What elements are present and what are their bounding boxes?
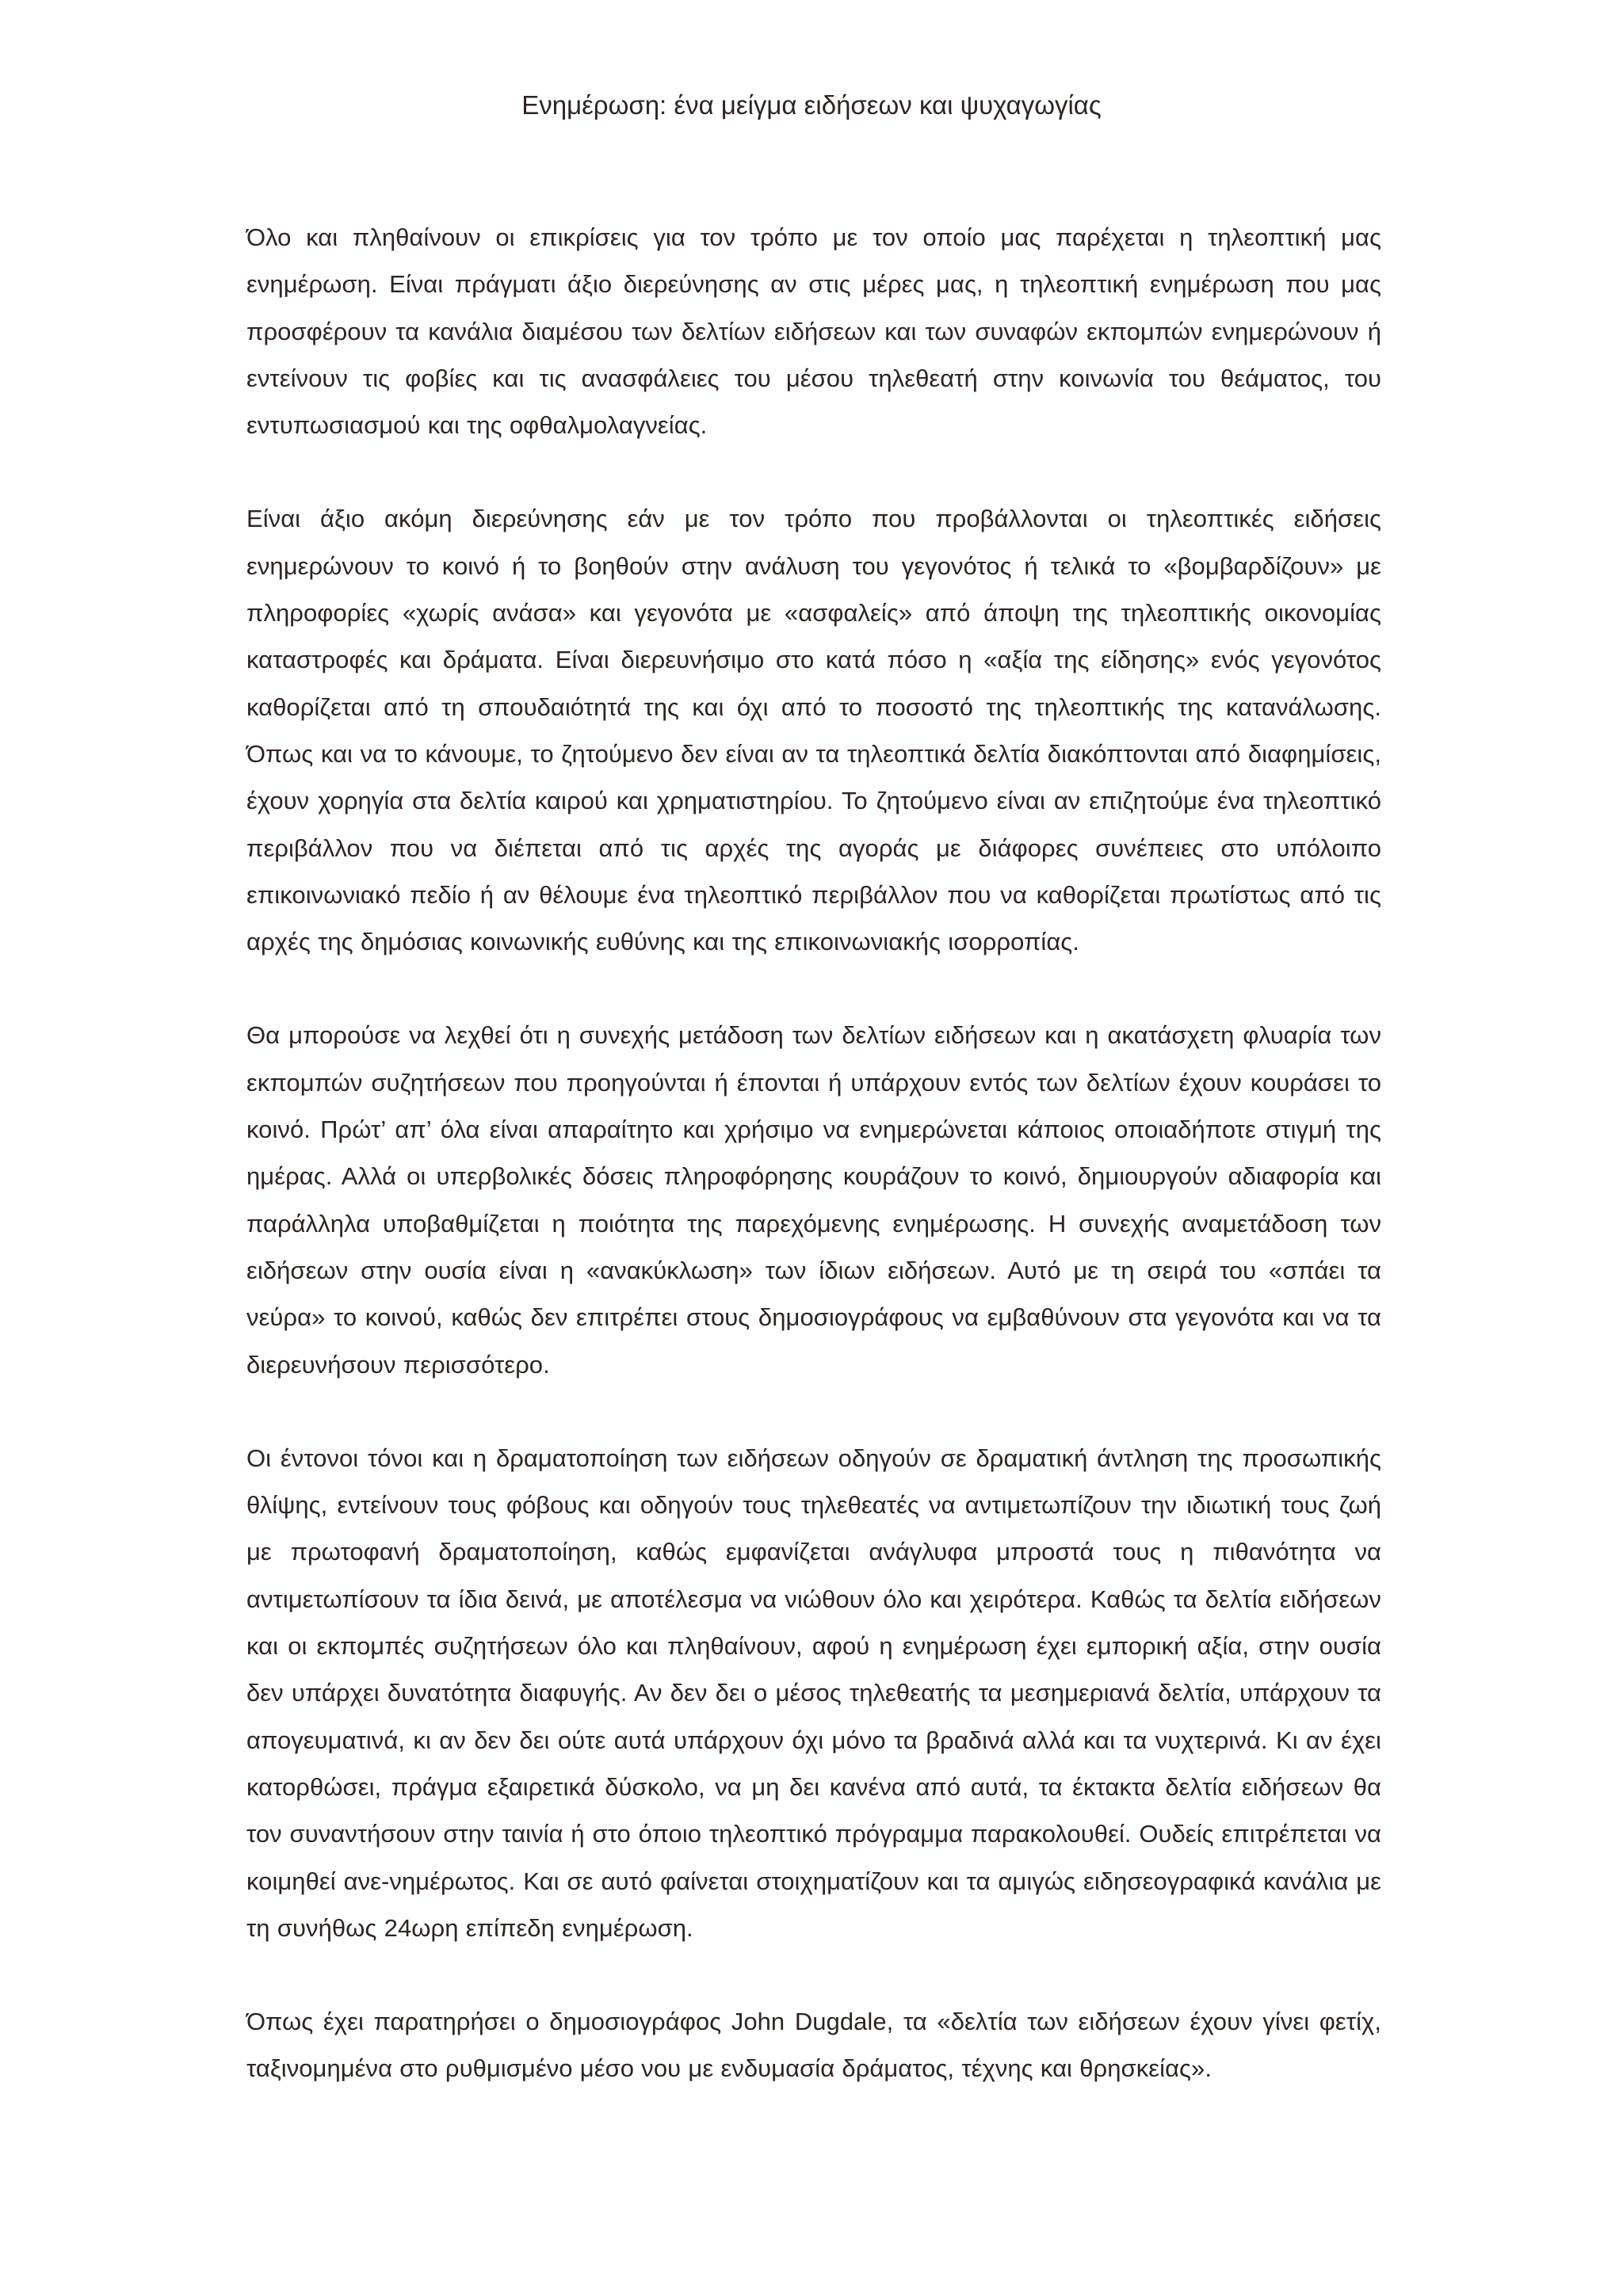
document-title: Ενημέρωση: ένα μείγμα ειδήσεων και ψυχαγωγίας [521, 90, 1102, 120]
paragraph-5: Όπως έχει παρατηρήσει ο δημοσιογράφος John Dugdale, τα «δελτία των ειδήσεων έχουν γίνει φετίχ, ταξινομημένα στο ρυθμισμένο μέσο νου με ενδυμασία δράματος, τέχνης και θρησκείας». [246, 2008, 1381, 2083]
paragraph-2: Είναι άξιο ακόμη διερεύνησης εάν με τον τρόπο που προβάλλονται οι τηλεοπτικές ειδήσεις ενημερώνουν το κοινό ή το βοηθούν στην ανάλυση του γεγονότος ή τελικά το «βομβαρδίζουν» με πληροφορίες «χωρίς ανάσα» και γεγονότα με «ασφαλείς» από άποψη της τηλεοπτικής οικονομίας καταστροφές και δράματα. Είναι διερευνήσιμο στο κατά πόσο η «αξία της είδησης» ενός γεγονότος καθορίζεται από τη σπουδαιότητά της και όχι από το ποσοστό της τηλεοπτικής της κατανάλωσης. Όπως και να το κάνουμε, το ζητούμενο δεν είναι αν τα τηλεοπτικά δελτία διακόπτονται από διαφημίσεις, έχουν χορηγία στα δελτία καιρού και χρηματιστηρίου. Το ζητούμενο είναι αν επιζητούμε ένα τηλεοπτικό περιβάλλον που να διέπεται από τις αρχές της αγοράς με διάφορες συνέπειες στο υπόλοιπο επικοινωνιακό πεδίο ή αν θέλουμε ένα τηλεοπτικό περιβάλλον που να καθορίζεται πρωτίστως από τις αρχές της δημόσιας κοινωνικής ευθύνης και της επικοινωνιακής ισορροπίας. [246, 505, 1381, 956]
document-body [246, 214, 1381, 2092]
paragraph-4: Οι έντονοι τόνοι και η δραματοποίηση των ειδήσεων οδηγούν σε δραματική άντληση της προσωπικής θλίψης, εντείνουν τους φόβους και οδηγούν τους τηλεθεατές να αντιμετωπίζουν την ιδιωτική τους ζωή με πρωτοφανή δραματοποίηση, καθώς εμφανίζεται ανάγλυφα μπροστά τους η πιθανότητα να αντιμετωπίσουν τα ίδια δεινά, με αποτέλεσμα να νιώθουν όλο και χειρότερα. Καθώς τα δελτία ειδήσεων και οι εκπομπές συζητήσεων όλο και πληθαίνουν, αφού η ενημέρωση έχει εμπορική αξία, στην ουσία δεν υπάρχει δυνατότητα διαφυγής. Αν δεν δει ο μέσος τηλεθεατής τα μεσημεριανά δελτία, υπάρχουν τα απογευματινά, κι αν δεν δει ούτε αυτά υπάρχουν όχι μόνο τα βραδινά αλλά και τα νυχτερινά. Κι αν έχει κατορθώσει, πράγμα εξαιρετικά δύσκολο, να μη δει κανένα από αυτά, τα έκτακτα δελτία ειδήσεων θα τον συναντήσουν στην ταινία ή στο όποιο τηλεοπτικό πρόγραμμα παρακολουθεί. Ουδείς επιτρέπεται να κοιμηθεί ανε-νημέρωτος. Και σε αυτό φαίνεται στοιχηματίζουν και τα αμιγώς ειδησεογραφικά κανάλια με τη συνήθως 24ωρη επίπεδη ενημέρωση. [246, 1444, 1381, 1942]
paragraph-3: Θα μπορούσε να λεχθεί ότι η συνεχής μετάδοση των δελτίων ειδήσεων και η ακατάσχετη φλυαρία των εκπομπών συζητήσεων που προηγούνται ή έπονται ή υπάρχουν εντός των δελτίων έχουν κουράσει το κοινό. Πρώτ’ απ’ όλα είναι απαραίτητο και χρήσιμο να ενημερώνεται κάποιος οποιαδήποτε στιγμή της ημέρας. Αλλά οι υπερβολικές δόσεις πληροφόρησης κουράζουν το κοινό, δημιουργούν αδιαφορία και παράλληλα υποβαθμίζεται η ποιότητα της παρεχόμενης ενημέρωσης. Η συνεχής αναμετάδοση των ειδήσεων στην ουσία είναι η «ανακύκλωση» των ίδιων ειδήσεων. Αυτό με τη σειρά του «σπάει τα νεύρα» το κοινού, καθώς δεν επιτρέπει στους δημοσιογράφους να εμβαθύνουν στα γεγονότα και να τα διερευνήσουν περισσότερο. [246, 1021, 1381, 1379]
paragraph-1: Όλο και πληθαίνουν οι επικρίσεις για τον τρόπο με τον οποίο μας παρέχεται η τηλεοπτική μας ενημέρωση. Είναι πράγματι άξιο διερεύνησης αν στις μέρες μας, η τηλεοπτική ενημέρωση που μας προσφέρουν τα κανάλια διαμέσου των δελτίων ειδήσεων και των συναφών εκπομπών ενημερώνουν ή εντείνουν τις φοβίες και τις ανασφάλειες του μέσου τηλεθεατή στην κοινωνία του θεάματος, του εντυπωσιασμού και της οφθαλμολαγνείας. [246, 223, 1381, 440]
